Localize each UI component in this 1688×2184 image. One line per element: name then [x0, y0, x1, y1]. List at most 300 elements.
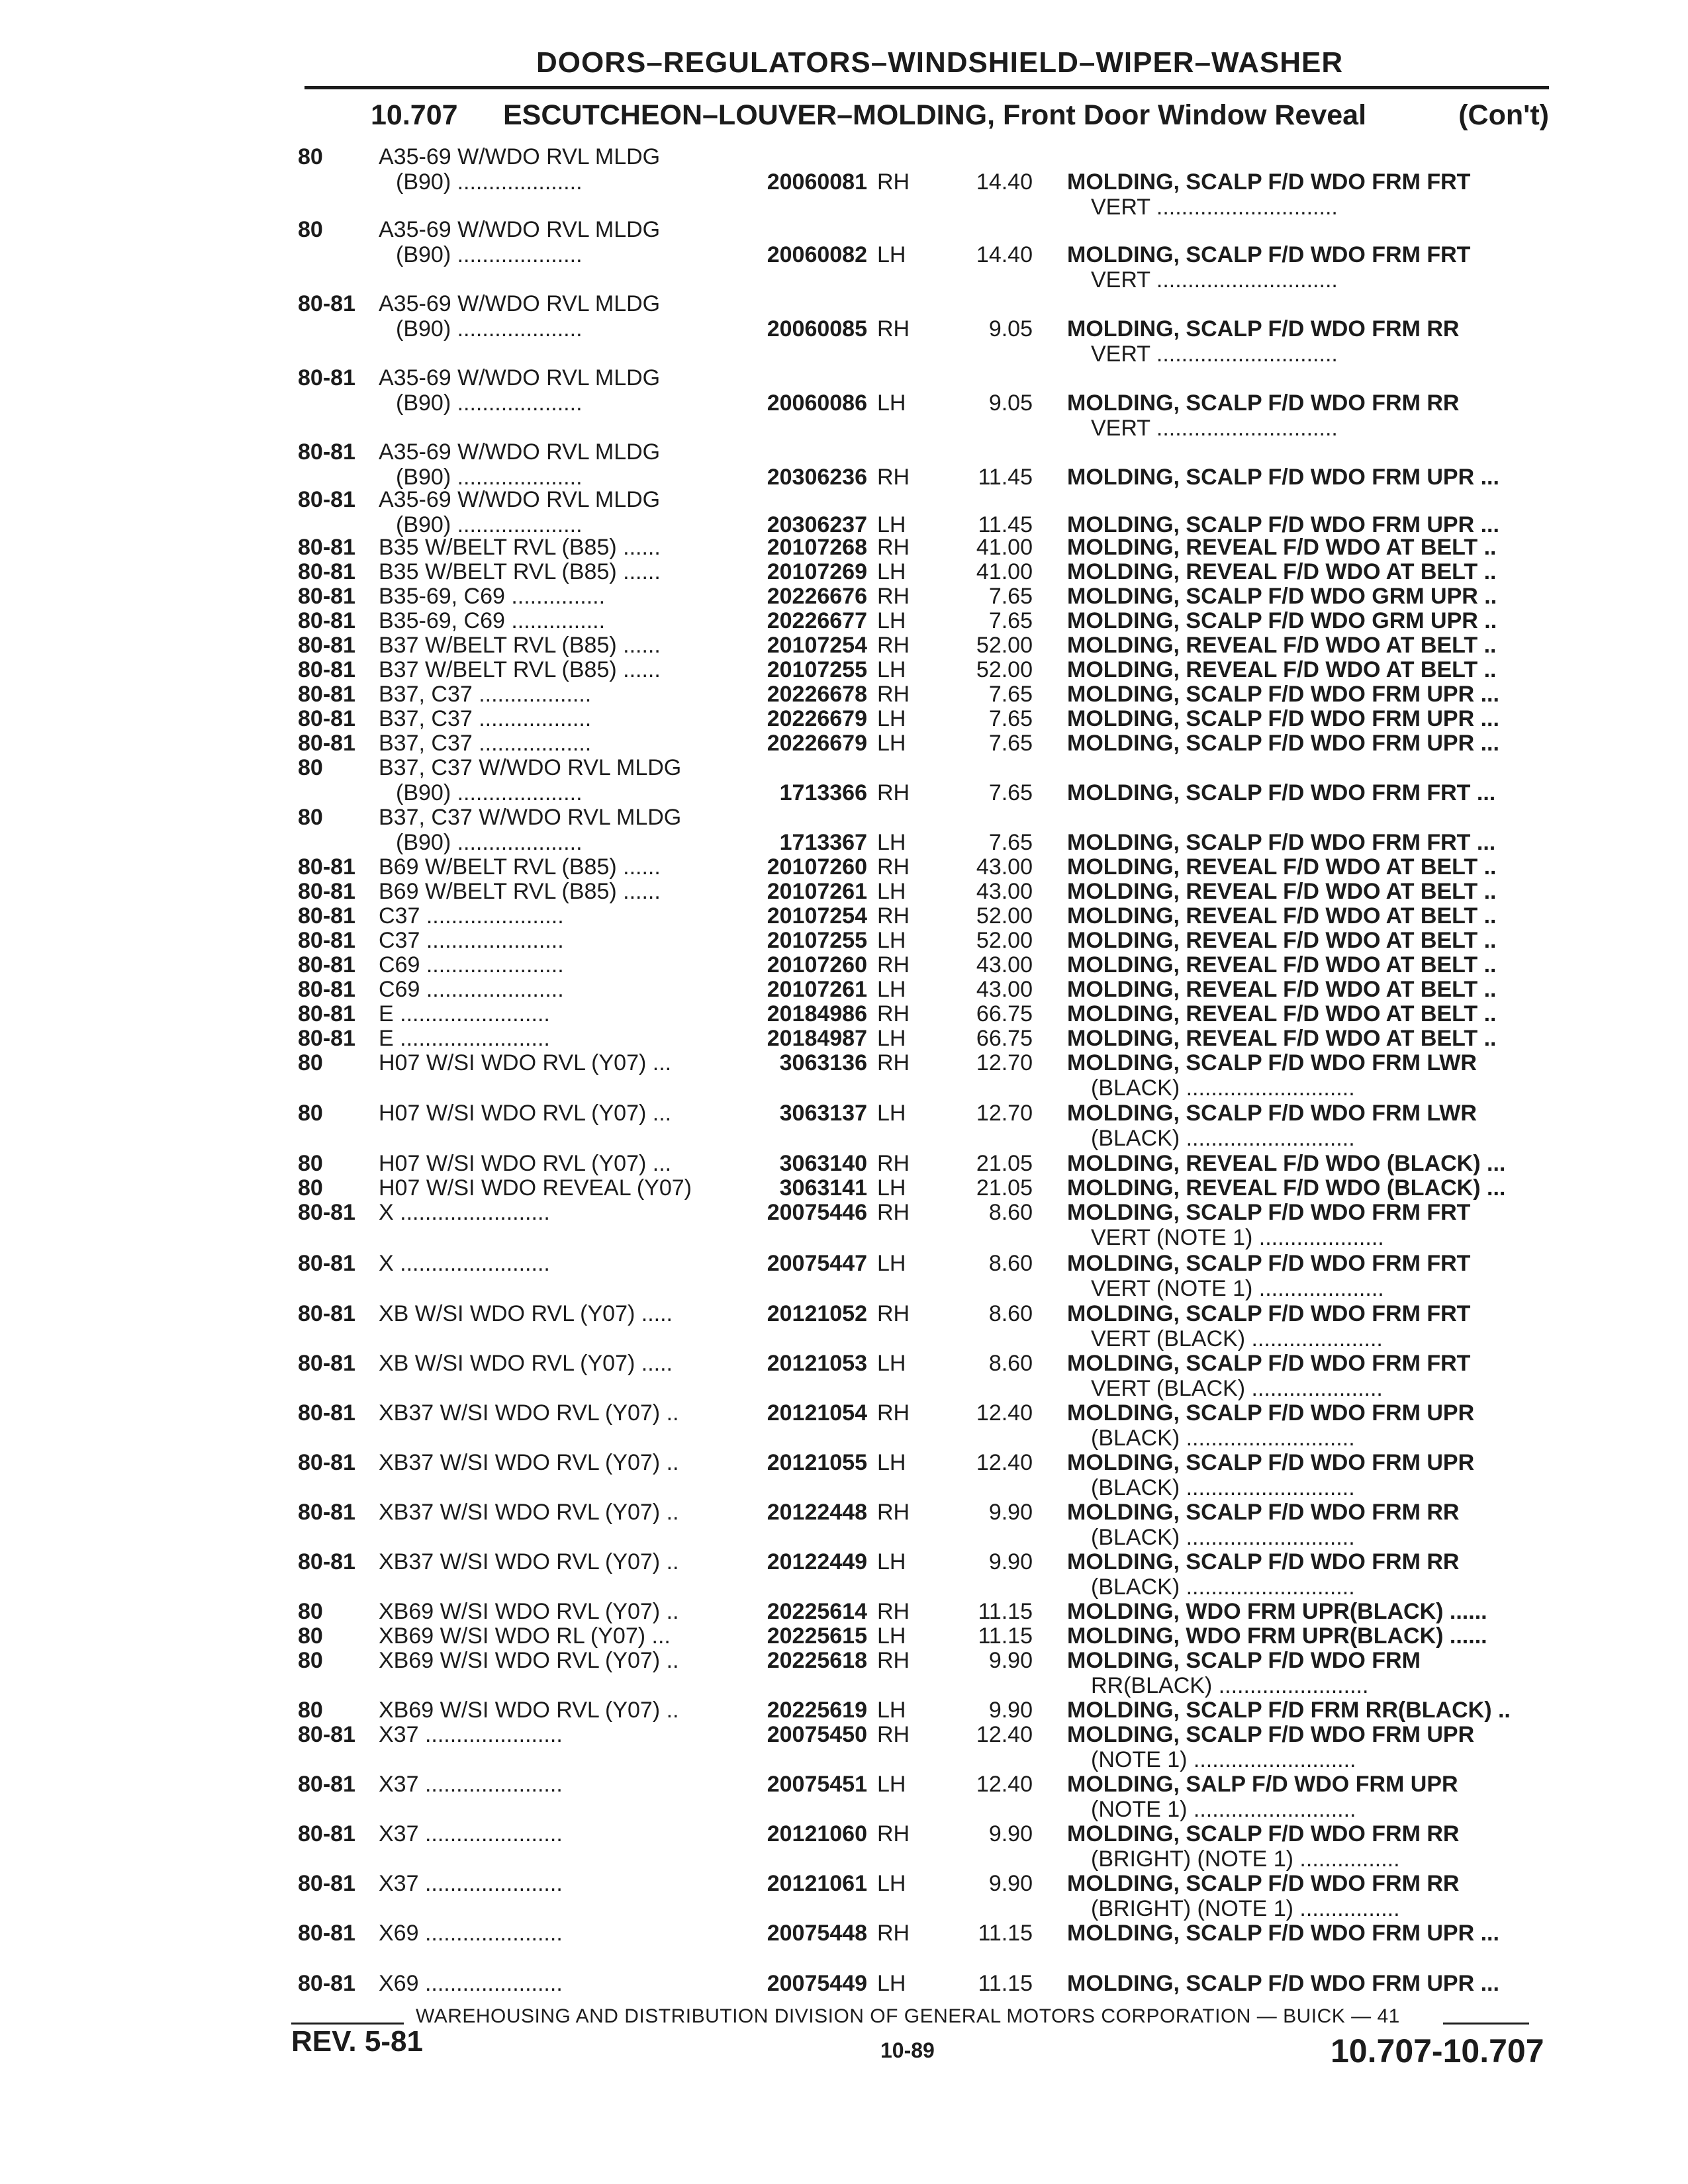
price: 11.15 [978, 1921, 1033, 1946]
table-row [0, 1549, 1688, 1600]
side: LH [877, 706, 906, 731]
price: 41.00 [976, 535, 1033, 560]
side: RH [877, 682, 910, 707]
price: 43.00 [976, 952, 1033, 978]
application-description: A35-69 W/WDO RVL MLDG [379, 365, 661, 390]
price: 11.15 [978, 1623, 1033, 1649]
part-number: 20060086 [767, 390, 867, 416]
side: LH [877, 1450, 906, 1475]
price: 7.65 [988, 731, 1033, 756]
model-year: 80-81 [298, 487, 355, 512]
application-description: XB W/SI WDO RVL (Y07) ..... [379, 1301, 673, 1326]
part-name: MOLDING, SCALP F/D WDO FRM FRT [1067, 1200, 1471, 1225]
side: RH [877, 1200, 910, 1225]
table-row [0, 1450, 1688, 1500]
side: LH [877, 830, 906, 855]
part-name-cont: (BLACK) ........................... [1091, 1475, 1355, 1500]
part-name: MOLDING, REVEAL F/D WDO AT BELT .. [1067, 952, 1497, 978]
application-description: A35-69 W/WDO RVL MLDG [379, 487, 661, 512]
table-row [0, 1175, 1688, 1201]
footer-rule-left [291, 2023, 404, 2025]
application-description: B37, C37 W/WDO RVL MLDG [379, 755, 682, 780]
price: 43.00 [976, 879, 1033, 904]
footer-division: WAREHOUSING AND DISTRIBUTION DIVISION OF GENERAL MOTORS CORPORATION — BUICK — 41 [416, 2005, 1400, 2027]
table-row [0, 1251, 1688, 1301]
part-number: 20121054 [767, 1400, 867, 1426]
part-number: 20226678 [767, 682, 867, 707]
model-year: 80 [298, 755, 323, 780]
part-name: MOLDING, SCALP F/D WDO FRM LWR [1067, 1101, 1477, 1126]
side: LH [877, 559, 906, 584]
side: RH [877, 1050, 910, 1075]
part-name: MOLDING, REVEAL F/D WDO AT BELT .. [1067, 928, 1497, 953]
price: 43.00 [976, 977, 1033, 1002]
price: 9.90 [988, 1549, 1033, 1574]
table-row [0, 584, 1688, 609]
model-year: 80-81 [298, 1971, 355, 1996]
application-description: XB69 W/SI WDO RVL (Y07) .. [379, 1698, 679, 1723]
table-row [0, 1821, 1688, 1872]
table-row [0, 977, 1688, 1002]
table-row [0, 682, 1688, 707]
part-number: 20122449 [767, 1549, 867, 1574]
part-number: 20107268 [767, 535, 867, 560]
application-description: E ........................ [379, 1001, 550, 1026]
part-number: 20060085 [767, 316, 867, 341]
table-row [0, 1351, 1688, 1401]
table-row [0, 1971, 1688, 1996]
part-number: 20107260 [767, 952, 867, 978]
part-number: 20107260 [767, 854, 867, 880]
price: 52.00 [976, 657, 1033, 682]
price: 8.60 [988, 1301, 1033, 1326]
application-description: X37 ...................... [379, 1772, 563, 1797]
footer-section-range: 10.707-10.707 [1331, 2032, 1544, 2070]
side: RH [877, 1500, 910, 1525]
table-row [0, 1623, 1688, 1649]
model-year: 80-81 [298, 1200, 355, 1225]
part-number: 20225614 [767, 1599, 867, 1624]
part-name-cont: (NOTE 1) .......................... [1091, 1747, 1356, 1772]
section-title: ESCUTCHEON–LOUVER–MOLDING, Front Door Window Reveal [503, 99, 1367, 131]
part-name-cont: (BLACK) ........................... [1091, 1075, 1355, 1101]
part-name: MOLDING, SCALP F/D FRM RR(BLACK) .. [1067, 1698, 1511, 1723]
model-year: 80-81 [298, 1001, 355, 1026]
table-row [0, 1101, 1688, 1151]
part-name: MOLDING, SCALP F/D WDO FRM FRT [1067, 1301, 1471, 1326]
part-name: MOLDING, SCALP F/D WDO FRM RR [1067, 1871, 1460, 1896]
price: 9.90 [988, 1500, 1033, 1525]
side: LH [877, 1026, 906, 1051]
application-description: A35-69 W/WDO RVL MLDG [379, 217, 661, 242]
price: 12.70 [976, 1050, 1033, 1075]
application-description-cont: (B90) .................... [396, 316, 583, 341]
part-number: 20225618 [767, 1648, 867, 1673]
side: RH [877, 780, 910, 805]
price: 12.40 [976, 1400, 1033, 1426]
part-number: 20226679 [767, 731, 867, 756]
part-number: 20184986 [767, 1001, 867, 1026]
price: 12.70 [976, 1101, 1033, 1126]
model-year: 80-81 [298, 1821, 355, 1846]
model-year: 80 [298, 805, 323, 830]
model-year: 80-81 [298, 1722, 355, 1747]
price: 9.05 [988, 390, 1033, 416]
part-name: MOLDING, REVEAL F/D WDO AT BELT .. [1067, 633, 1497, 658]
side: RH [877, 952, 910, 978]
part-number: 20107255 [767, 928, 867, 953]
part-number: 20121055 [767, 1450, 867, 1475]
table-row [0, 879, 1688, 904]
side: RH [877, 854, 910, 880]
model-year: 80-81 [298, 1301, 355, 1326]
side: LH [877, 1549, 906, 1574]
table-row [0, 439, 1688, 490]
part-name: MOLDING, REVEAL F/D WDO AT BELT .. [1067, 657, 1497, 682]
part-number: 3063137 [779, 1101, 867, 1126]
side: LH [877, 608, 906, 633]
part-number: 20121061 [767, 1871, 867, 1896]
side: LH [877, 1871, 906, 1896]
application-description: H07 W/SI WDO RVL (Y07) ... [379, 1151, 672, 1176]
table-row [0, 1648, 1688, 1698]
table-row [0, 144, 1688, 220]
part-name: MOLDING, SCALP F/D WDO GRM UPR .. [1067, 584, 1497, 609]
side: LH [877, 1971, 906, 1996]
part-name: MOLDING, REVEAL F/D WDO AT BELT .. [1067, 903, 1497, 929]
price: 11.45 [978, 465, 1033, 490]
section-number: 10.707 [371, 99, 458, 131]
table-row [0, 1200, 1688, 1250]
part-number: 20122448 [767, 1500, 867, 1525]
part-name: MOLDING, WDO FRM UPR(BLACK) ...... [1067, 1599, 1487, 1624]
side: RH [877, 1821, 910, 1846]
table-row [0, 1301, 1688, 1351]
part-name: MOLDING, SCALP F/D WDO FRM UPR [1067, 1722, 1475, 1747]
application-description: XB69 W/SI WDO RVL (Y07) .. [379, 1648, 679, 1673]
part-number: 20075451 [767, 1772, 867, 1797]
table-row [0, 1871, 1688, 1921]
price: 11.15 [978, 1599, 1033, 1624]
price: 11.45 [978, 512, 1033, 537]
part-name: MOLDING, SCALP F/D WDO FRM UPR ... [1067, 682, 1499, 707]
model-year: 80-81 [298, 608, 355, 633]
price: 43.00 [976, 854, 1033, 880]
application-description: X37 ...................... [379, 1821, 563, 1846]
price: 52.00 [976, 903, 1033, 929]
application-description: B37, C37 .................. [379, 706, 592, 731]
part-number: 20107254 [767, 903, 867, 929]
model-year: 80 [298, 1648, 323, 1673]
side: LH [877, 928, 906, 953]
part-name-cont: VERT (BLACK) ..................... [1091, 1326, 1383, 1351]
side: RH [877, 1301, 910, 1326]
model-year: 80-81 [298, 365, 355, 390]
side: LH [877, 1251, 906, 1276]
part-number: 20121052 [767, 1301, 867, 1326]
application-description: XB W/SI WDO RVL (Y07) ..... [379, 1351, 673, 1376]
part-name: MOLDING, SCALP F/D WDO GRM UPR .. [1067, 608, 1497, 633]
model-year: 80-81 [298, 1921, 355, 1946]
part-name: MOLDING, SCALP F/D WDO FRM RR [1067, 1549, 1460, 1574]
part-name-cont: VERT (NOTE 1) .................... [1091, 1276, 1384, 1301]
application-description-cont: (B90) .................... [396, 830, 583, 855]
table-row [0, 559, 1688, 584]
model-year: 80-81 [298, 854, 355, 880]
table-row [0, 731, 1688, 756]
model-year: 80 [298, 1175, 323, 1201]
part-name-cont: (BLACK) ........................... [1091, 1126, 1355, 1151]
model-year: 80-81 [298, 584, 355, 609]
side: LH [877, 1772, 906, 1797]
model-year: 80-81 [298, 952, 355, 978]
section-heading [371, 99, 1549, 132]
part-name-cont: VERT ............................. [1091, 267, 1338, 293]
application-description: X69 ...................... [379, 1971, 563, 1996]
part-number: 20226676 [767, 584, 867, 609]
side: RH [877, 1151, 910, 1176]
model-year: 80-81 [298, 1251, 355, 1276]
side: RH [877, 1921, 910, 1946]
application-description-cont: (B90) .................... [396, 780, 583, 805]
model-year: 80 [298, 1101, 323, 1126]
price: 52.00 [976, 928, 1033, 953]
application-description: X69 ...................... [379, 1921, 563, 1946]
price: 9.90 [988, 1821, 1033, 1846]
application-description: B35 W/BELT RVL (B85) ...... [379, 535, 661, 560]
part-number: 20306236 [767, 465, 867, 490]
part-name: MOLDING, REVEAL F/D WDO (BLACK) ... [1067, 1175, 1506, 1201]
part-number: 20225615 [767, 1623, 867, 1649]
part-number: 3063141 [779, 1175, 867, 1201]
table-row [0, 854, 1688, 880]
price: 12.40 [976, 1772, 1033, 1797]
model-year: 80-81 [298, 1871, 355, 1896]
part-number: 20226679 [767, 706, 867, 731]
footer-revision: REV. 5-81 [291, 2025, 423, 2058]
part-name: MOLDING, WDO FRM UPR(BLACK) ...... [1067, 1623, 1487, 1649]
model-year: 80 [298, 144, 323, 169]
part-name-cont: VERT (NOTE 1) .................... [1091, 1225, 1384, 1250]
part-name: MOLDING, REVEAL F/D WDO (BLACK) ... [1067, 1151, 1506, 1176]
side: RH [877, 1722, 910, 1747]
price: 8.60 [988, 1351, 1033, 1376]
part-name: MOLDING, REVEAL F/D WDO AT BELT .. [1067, 1001, 1497, 1026]
application-description: B37, C37 .................. [379, 682, 592, 707]
side: RH [877, 1599, 910, 1624]
table-row [0, 365, 1688, 441]
model-year: 80-81 [298, 1026, 355, 1051]
model-year: 80-81 [298, 633, 355, 658]
part-name: MOLDING, SCALP F/D WDO FRM UPR ... [1067, 465, 1499, 490]
part-number: 20107261 [767, 977, 867, 1002]
application-description: C37 ...................... [379, 903, 564, 929]
table-row [0, 1026, 1688, 1051]
price: 9.90 [988, 1698, 1033, 1723]
side: RH [877, 1001, 910, 1026]
application-description-cont: (B90) .................... [396, 465, 583, 490]
table-row [0, 535, 1688, 560]
application-description: C69 ...................... [379, 977, 564, 1002]
side: LH [877, 1698, 906, 1723]
model-year: 80-81 [298, 559, 355, 584]
table-row [0, 928, 1688, 953]
table-row [0, 706, 1688, 731]
model-year: 80 [298, 1698, 323, 1723]
part-name: MOLDING, REVEAL F/D WDO AT BELT .. [1067, 535, 1497, 560]
price: 12.40 [976, 1450, 1033, 1475]
part-name: MOLDING, SCALP F/D WDO FRM RR [1067, 1821, 1460, 1846]
model-year: 80 [298, 217, 323, 242]
part-number: 20121060 [767, 1821, 867, 1846]
part-number: 20121053 [767, 1351, 867, 1376]
application-description: XB69 W/SI WDO RVL (Y07) .. [379, 1599, 679, 1624]
application-description: XB37 W/SI WDO RVL (Y07) .. [379, 1549, 679, 1574]
application-description: C69 ...................... [379, 952, 564, 978]
part-name-cont: (BLACK) ........................... [1091, 1525, 1355, 1550]
part-name: MOLDING, SCALP F/D WDO FRM UPR ... [1067, 731, 1499, 756]
page-title: DOORS–REGULATORS–WINDSHIELD–WIPER–WASHER [536, 46, 1344, 79]
application-description: B37 W/BELT RVL (B85) ...... [379, 633, 661, 658]
side: LH [877, 1175, 906, 1201]
price: 8.60 [988, 1200, 1033, 1225]
page-header [305, 40, 1549, 89]
model-year: 80 [298, 1050, 323, 1075]
table-row [0, 1921, 1688, 1946]
application-description-cont: (B90) .................... [396, 512, 583, 537]
table-row [0, 1050, 1688, 1101]
price: 7.65 [988, 584, 1033, 609]
part-number: 20306237 [767, 512, 867, 537]
model-year: 80-81 [298, 977, 355, 1002]
table-row [0, 903, 1688, 929]
model-year: 80-81 [298, 731, 355, 756]
part-number: 20060081 [767, 169, 867, 195]
side: LH [877, 242, 906, 267]
price: 14.40 [976, 242, 1033, 267]
application-description-cont: (B90) .................... [396, 242, 583, 267]
model-year: 80-81 [298, 706, 355, 731]
price: 21.05 [976, 1175, 1033, 1201]
model-year: 80-81 [298, 1400, 355, 1426]
application-description: XB69 W/SI WDO RL (Y07) ... [379, 1623, 671, 1649]
price: 7.65 [988, 682, 1033, 707]
side: RH [877, 584, 910, 609]
price: 8.60 [988, 1251, 1033, 1276]
price: 66.75 [976, 1001, 1033, 1026]
price: 21.05 [976, 1151, 1033, 1176]
side: LH [877, 1101, 906, 1126]
application-description: C37 ...................... [379, 928, 564, 953]
model-year: 80-81 [298, 879, 355, 904]
model-year: 80-81 [298, 439, 355, 465]
application-description: B37, C37 .................. [379, 731, 592, 756]
part-number: 20107255 [767, 657, 867, 682]
table-row [0, 291, 1688, 367]
table-row [0, 1500, 1688, 1550]
price: 9.90 [988, 1871, 1033, 1896]
model-year: 80 [298, 1623, 323, 1649]
model-year: 80-81 [298, 682, 355, 707]
part-number: 20107254 [767, 633, 867, 658]
part-name-cont: (BLACK) ........................... [1091, 1426, 1355, 1451]
application-description: X37 ...................... [379, 1722, 563, 1747]
model-year: 80-81 [298, 291, 355, 316]
price: 14.40 [976, 169, 1033, 195]
application-description: X ........................ [379, 1251, 550, 1276]
price: 7.65 [988, 780, 1033, 805]
table-row [0, 217, 1688, 293]
application-description: A35-69 W/WDO RVL MLDG [379, 144, 661, 169]
price: 12.40 [976, 1722, 1033, 1747]
table-row [0, 1722, 1688, 1772]
application-description-cont: (B90) .................... [396, 169, 583, 195]
part-name-cont: VERT (BLACK) ..................... [1091, 1376, 1383, 1401]
part-number: 20075449 [767, 1971, 867, 1996]
part-number: 20107269 [767, 559, 867, 584]
side: LH [877, 879, 906, 904]
price: 52.00 [976, 633, 1033, 658]
side: LH [877, 977, 906, 1002]
part-name: MOLDING, SCALP F/D WDO FRM FRT [1067, 242, 1471, 267]
table-row [0, 487, 1688, 537]
continued-label: (Con't) [1458, 99, 1549, 131]
side: RH [877, 1400, 910, 1426]
part-name-cont: VERT ............................. [1091, 416, 1338, 441]
part-name: MOLDING, REVEAL F/D WDO AT BELT .. [1067, 1026, 1497, 1051]
application-description: XB37 W/SI WDO RVL (Y07) .. [379, 1450, 679, 1475]
side: RH [877, 169, 910, 195]
part-name: MOLDING, SCALP F/D WDO FRM FRT [1067, 1351, 1471, 1376]
part-name: MOLDING, SCALP F/D WDO FRM UPR ... [1067, 706, 1499, 731]
application-description: X37 ...................... [379, 1871, 563, 1896]
application-description: B69 W/BELT RVL (B85) ...... [379, 879, 661, 904]
part-name: MOLDING, SCALP F/D WDO FRM UPR [1067, 1450, 1475, 1475]
table-row [0, 1698, 1688, 1723]
part-number: 20060082 [767, 242, 867, 267]
part-number: 20075447 [767, 1251, 867, 1276]
part-name: MOLDING, SCALP F/D WDO FRM [1067, 1648, 1421, 1673]
part-name: MOLDING, SCALP F/D WDO FRM LWR [1067, 1050, 1477, 1075]
footer-rule-right [1443, 2023, 1529, 2025]
side: RH [877, 465, 910, 490]
part-number: 20225619 [767, 1698, 867, 1723]
part-name: MOLDING, SALP F/D WDO FRM UPR [1067, 1772, 1458, 1797]
application-description: H07 W/SI WDO RVL (Y07) ... [379, 1101, 672, 1126]
side: LH [877, 731, 906, 756]
part-name: MOLDING, REVEAL F/D WDO AT BELT .. [1067, 559, 1497, 584]
part-name-cont: VERT ............................. [1091, 341, 1338, 367]
application-description: A35-69 W/WDO RVL MLDG [379, 291, 661, 316]
part-number: 20075450 [767, 1722, 867, 1747]
part-number: 20184987 [767, 1026, 867, 1051]
table-row [0, 1400, 1688, 1451]
part-name: MOLDING, SCALP F/D WDO FRM UPR ... [1067, 1971, 1499, 1996]
part-name: MOLDING, SCALP F/D WDO FRM FRT [1067, 1251, 1471, 1276]
part-name: MOLDING, SCALP F/D WDO FRM RR [1067, 1500, 1460, 1525]
part-name: MOLDING, SCALP F/D WDO FRM UPR [1067, 1400, 1475, 1426]
part-number: 20107261 [767, 879, 867, 904]
side: LH [877, 1623, 906, 1649]
table-row [0, 608, 1688, 633]
application-description-cont: (B90) .................... [396, 390, 583, 416]
model-year: 80 [298, 1599, 323, 1624]
table-row [0, 952, 1688, 978]
part-name: MOLDING, REVEAL F/D WDO AT BELT .. [1067, 879, 1497, 904]
price: 11.15 [978, 1971, 1033, 1996]
application-description: E ........................ [379, 1026, 550, 1051]
table-row [0, 1599, 1688, 1624]
